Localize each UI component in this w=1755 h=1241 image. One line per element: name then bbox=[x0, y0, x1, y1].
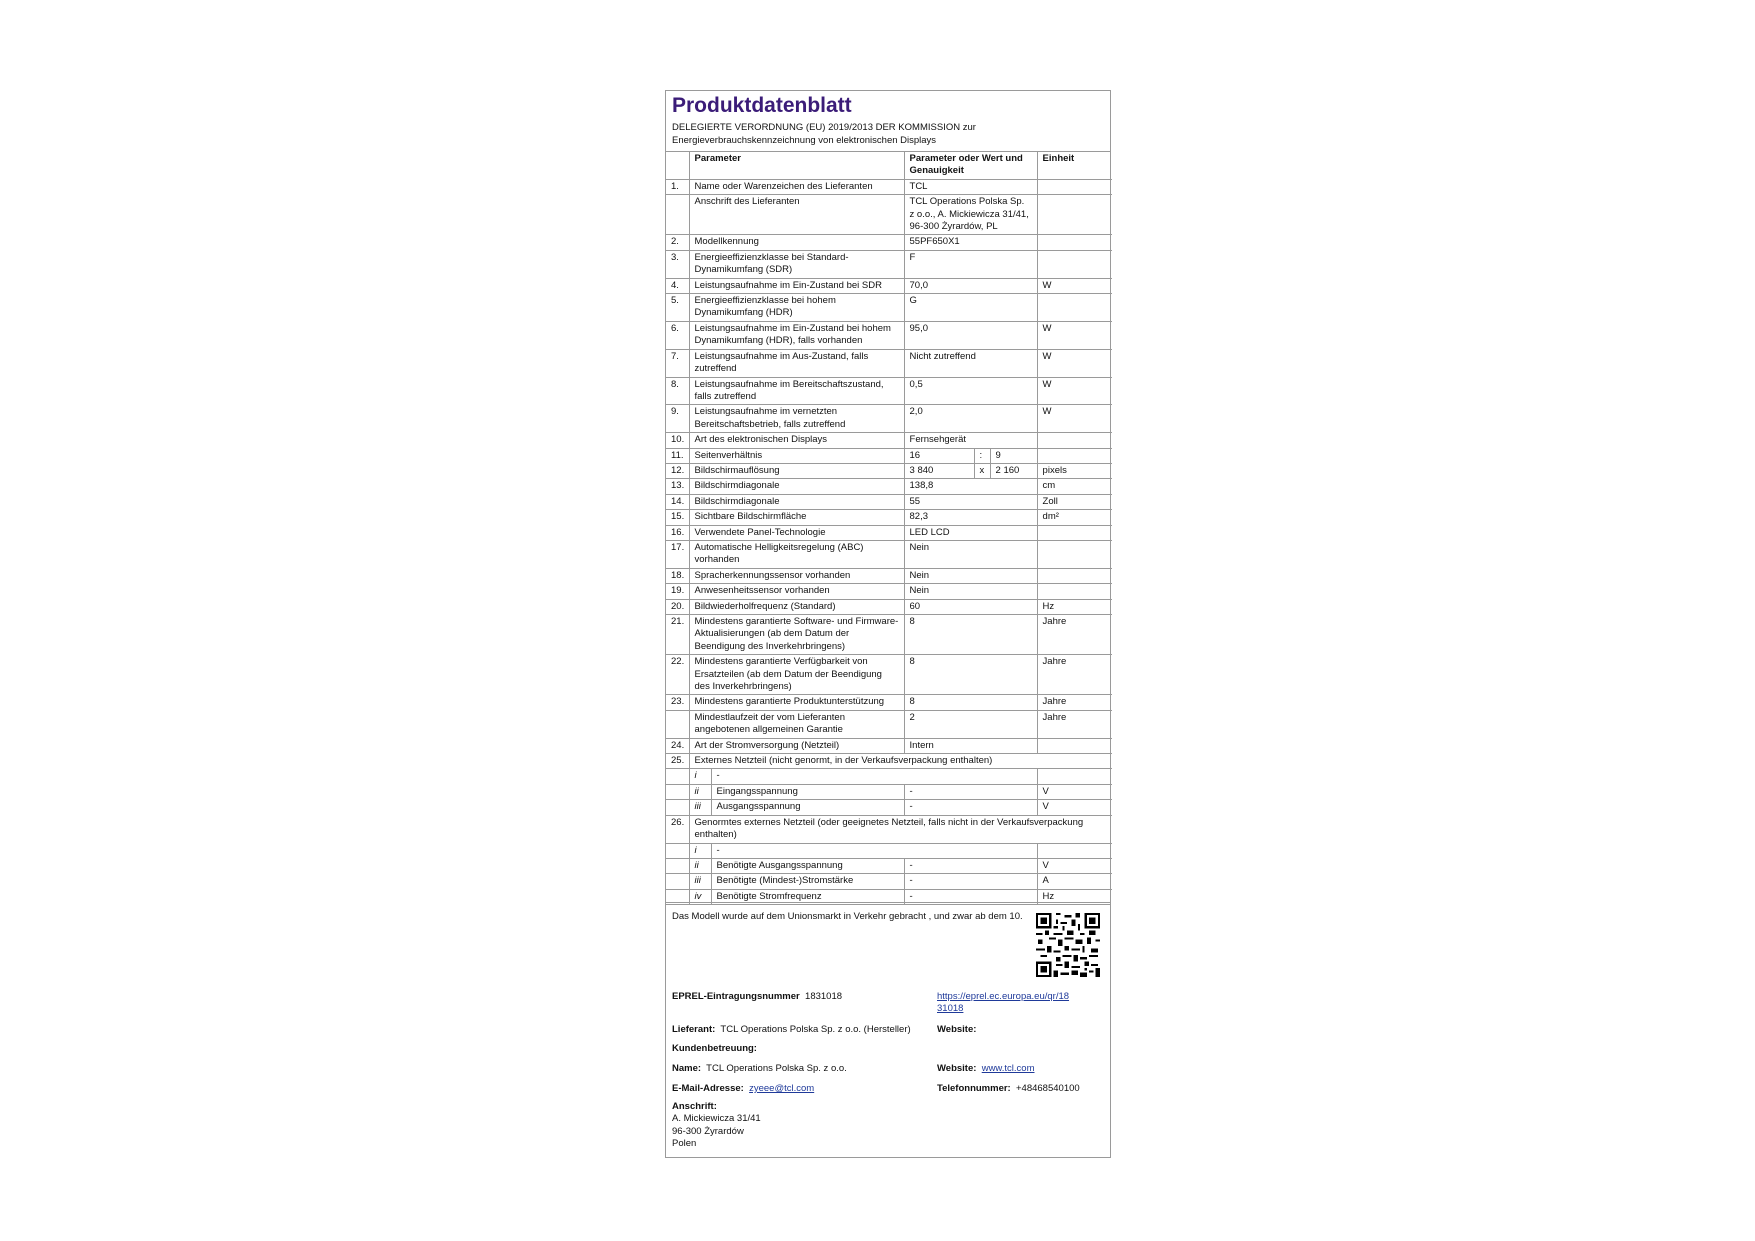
table-row bbox=[666, 294, 1112, 322]
table-row bbox=[666, 433, 1112, 448]
row-parameter: Energieeffizienzklasse bei Standard-Dynamikumfang (SDR) bbox=[689, 250, 904, 278]
subrow-index: iii bbox=[689, 800, 711, 815]
contact-name-label: Name: bbox=[672, 1063, 702, 1074]
row-number: 5. bbox=[666, 294, 689, 322]
contact-name-value: TCL Operations Polska Sp. z o.o. bbox=[706, 1063, 847, 1074]
row-parameter: Verwendete Panel-Technologie bbox=[689, 525, 904, 540]
table-row bbox=[666, 615, 1112, 655]
row-number bbox=[666, 769, 689, 784]
address-line-3: Polen bbox=[672, 1138, 697, 1150]
table-row bbox=[666, 540, 1112, 568]
row-number bbox=[666, 874, 689, 889]
subrow-parameter: Eingangsspannung bbox=[711, 784, 904, 799]
sheet-header bbox=[666, 91, 1110, 152]
row-parameter: Modellkennung bbox=[689, 235, 904, 250]
row-number bbox=[666, 858, 689, 873]
row-number: 25. bbox=[666, 754, 689, 769]
row-number: 10. bbox=[666, 433, 689, 448]
customer-service-heading bbox=[672, 1043, 757, 1055]
regulation-line-2: Energieverbrauchskennzeichnung von elektronischen Displays bbox=[672, 135, 937, 146]
row-unit: Jahre bbox=[1037, 655, 1112, 695]
aspect-width: 16 bbox=[904, 448, 974, 463]
row-number: 4. bbox=[666, 278, 689, 293]
row-parameter: Bildwiederholfrequenz (Standard) bbox=[689, 599, 904, 614]
row-number: 12. bbox=[666, 463, 689, 478]
row-value: 2,0 bbox=[904, 405, 1037, 433]
row-unit: A bbox=[1037, 874, 1112, 889]
row-number: 1. bbox=[666, 179, 689, 194]
supplier-info-box bbox=[665, 902, 1111, 1158]
row-value: Nein bbox=[904, 584, 1037, 599]
row-unit bbox=[1037, 195, 1112, 235]
row-unit: Jahre bbox=[1037, 710, 1112, 738]
table-row bbox=[666, 655, 1112, 695]
row-value: Intern bbox=[904, 738, 1037, 753]
table-row bbox=[666, 494, 1112, 509]
table-row bbox=[666, 599, 1112, 614]
subrow-value: - bbox=[904, 858, 1037, 873]
eprel-number: 1831018 bbox=[805, 991, 843, 1002]
row-value: LED LCD bbox=[904, 525, 1037, 540]
row-unit bbox=[1037, 250, 1112, 278]
row-unit: W bbox=[1037, 377, 1112, 405]
row-unit bbox=[1037, 179, 1112, 194]
row-unit: pixels bbox=[1037, 463, 1112, 478]
row-parameter: Bildschirmdiagonale bbox=[689, 494, 904, 509]
row-number: 15. bbox=[666, 510, 689, 525]
table-row bbox=[666, 568, 1112, 583]
row-parameter: Mindestens garantierte Verfügbarkeit von Ersatzteilen (ab dem Datum der Beendigung des Inverkehrbringens) bbox=[689, 655, 904, 695]
table-row bbox=[666, 349, 1112, 377]
row-number: 21. bbox=[666, 615, 689, 655]
row-value: G bbox=[904, 294, 1037, 322]
row-parameter: Externes Netzteil (nicht genormt, in der Verkaufsverpackung enthalten) bbox=[689, 754, 1112, 769]
row-value: 55PF650X1 bbox=[904, 235, 1037, 250]
subrow-value: - bbox=[904, 889, 1037, 904]
row-value: 138,8 bbox=[904, 479, 1037, 494]
address-line-2: 96-300 Żyrardów bbox=[672, 1125, 744, 1137]
row-unit: V bbox=[1037, 800, 1112, 815]
row-number: 7. bbox=[666, 349, 689, 377]
subrow-index: ii bbox=[689, 784, 711, 799]
row-value: F bbox=[904, 250, 1037, 278]
phone-row bbox=[937, 1083, 1080, 1095]
row-unit bbox=[1037, 568, 1112, 583]
table-subrow bbox=[666, 769, 1112, 784]
row-unit bbox=[1037, 235, 1112, 250]
page-title: Produktdatenblatt bbox=[672, 94, 852, 117]
subrow-parameter: Benötigte Stromfrequenz bbox=[711, 889, 904, 904]
row-unit bbox=[1037, 433, 1112, 448]
row-number: 17. bbox=[666, 540, 689, 568]
row-unit: Hz bbox=[1037, 599, 1112, 614]
table-subrow bbox=[666, 858, 1112, 873]
supplier-row bbox=[672, 1024, 911, 1036]
col-header-parameter: Parameter bbox=[689, 152, 904, 179]
resolution-height: 2 160 bbox=[990, 463, 1037, 478]
subrow-index: i bbox=[689, 769, 711, 784]
row-parameter: Bildschirmauflösung bbox=[689, 463, 904, 478]
table-subrow bbox=[666, 800, 1112, 815]
eprel-link-line-2[interactable]: 31018 bbox=[937, 1003, 964, 1015]
row-unit bbox=[1037, 769, 1112, 784]
row-parameter: Bildschirmdiagonale bbox=[689, 479, 904, 494]
table-row bbox=[666, 710, 1112, 738]
row-unit: Zoll bbox=[1037, 494, 1112, 509]
row-unit bbox=[1037, 448, 1112, 463]
row-unit: W bbox=[1037, 321, 1112, 349]
address-line-1: A. Mickiewicza 31/41 bbox=[672, 1113, 761, 1125]
col-header-unit: Einheit bbox=[1037, 152, 1112, 179]
row-parameter: Art der Stromversorgung (Netzteil) bbox=[689, 738, 904, 753]
eprel-link-line-1[interactable]: https://eprel.ec.europa.eu/qr/18 bbox=[937, 991, 1070, 1002]
supplier-label: Lieferant: bbox=[672, 1024, 716, 1035]
row-value: 60 bbox=[904, 599, 1037, 614]
row-parameter: Mindestens garantierte Produktunterstützung bbox=[689, 695, 904, 710]
row-unit bbox=[1037, 738, 1112, 753]
supplier-website-label: Website: bbox=[937, 1024, 977, 1035]
row-number bbox=[666, 195, 689, 235]
row-parameter: Leistungsaufnahme im Ein-Zustand bei hohem Dynamikumfang (HDR), falls vorhanden bbox=[689, 321, 904, 349]
table-row bbox=[666, 738, 1112, 753]
table-row bbox=[666, 405, 1112, 433]
table-row bbox=[666, 695, 1112, 710]
row-unit: W bbox=[1037, 349, 1112, 377]
row-unit bbox=[1037, 294, 1112, 322]
qr-code-icon bbox=[1036, 913, 1100, 977]
row-number: 20. bbox=[666, 599, 689, 614]
supplier-website-row bbox=[937, 1024, 976, 1036]
aspect-separator: : bbox=[974, 448, 990, 463]
row-number: 6. bbox=[666, 321, 689, 349]
product-data-sheet bbox=[665, 90, 1111, 905]
row-value: TCL bbox=[904, 179, 1037, 194]
row-value: Nein bbox=[904, 568, 1037, 583]
row-unit bbox=[1037, 525, 1112, 540]
subrow-parameter: - bbox=[711, 843, 1037, 858]
table-row bbox=[666, 195, 1112, 235]
subrow-parameter: Ausgangsspannung bbox=[711, 800, 904, 815]
row-value: 8 bbox=[904, 695, 1037, 710]
row-value: Fernsehgerät bbox=[904, 433, 1037, 448]
table-row bbox=[666, 179, 1112, 194]
row-parameter: Spracherkennungssensor vorhanden bbox=[689, 568, 904, 583]
parameter-table bbox=[666, 152, 1112, 904]
address-block bbox=[672, 1101, 761, 1151]
address-label: Anschrift: bbox=[672, 1101, 717, 1112]
row-number: 26. bbox=[666, 815, 689, 843]
row-parameter: Name oder Warenzeichen des Lieferanten bbox=[689, 179, 904, 194]
table-subrow bbox=[666, 874, 1112, 889]
subrow-parameter: Benötigte (Mindest-)Stromstärke bbox=[711, 874, 904, 889]
phone-label: Telefonnummer: bbox=[937, 1083, 1011, 1094]
row-number: 19. bbox=[666, 584, 689, 599]
row-parameter: Genormtes externes Netzteil (oder geeignetes Netzteil, falls nicht in der Verkaufsverpackung enthalten) bbox=[689, 815, 1112, 843]
row-number bbox=[666, 710, 689, 738]
row-parameter: Leistungsaufnahme im Bereitschaftszustand, falls zutreffend bbox=[689, 377, 904, 405]
row-value: 8 bbox=[904, 615, 1037, 655]
table-row bbox=[666, 235, 1112, 250]
subrow-parameter: - bbox=[711, 769, 1037, 784]
resolution-width: 3 840 bbox=[904, 463, 974, 478]
phone-value: +48468540100 bbox=[1016, 1083, 1080, 1094]
aspect-height: 9 bbox=[990, 448, 1037, 463]
table-row bbox=[666, 815, 1112, 843]
row-value: Nein bbox=[904, 540, 1037, 568]
row-parameter: Sichtbare Bildschirmfläche bbox=[689, 510, 904, 525]
row-unit: Jahre bbox=[1037, 615, 1112, 655]
row-unit: Jahre bbox=[1037, 695, 1112, 710]
row-unit: V bbox=[1037, 858, 1112, 873]
row-value: TCL Operations Polska Sp. z o.o., A. Mickiewicza 31/41, 96-300 Żyrardów, PL bbox=[904, 195, 1037, 235]
table-row bbox=[666, 463, 1112, 478]
row-number bbox=[666, 800, 689, 815]
row-number: 9. bbox=[666, 405, 689, 433]
table-row bbox=[666, 377, 1112, 405]
row-number: 16. bbox=[666, 525, 689, 540]
supplier-value: TCL Operations Polska Sp. z o.o. (Hersteller) bbox=[720, 1024, 911, 1035]
table-row bbox=[666, 479, 1112, 494]
row-number: 3. bbox=[666, 250, 689, 278]
subrow-index: iv bbox=[689, 889, 711, 904]
eprel-link[interactable] bbox=[937, 991, 1069, 1016]
row-unit bbox=[1037, 540, 1112, 568]
table-row bbox=[666, 754, 1112, 769]
row-parameter: Anwesenheitssensor vorhanden bbox=[689, 584, 904, 599]
customer-service-label: Kundenbetreuung: bbox=[672, 1043, 757, 1054]
row-number: 13. bbox=[666, 479, 689, 494]
row-unit: dm² bbox=[1037, 510, 1112, 525]
row-parameter: Seitenverhältnis bbox=[689, 448, 904, 463]
email-link[interactable]: zyeee@tcl.com bbox=[749, 1083, 815, 1094]
email-label: E-Mail-Adresse: bbox=[672, 1083, 744, 1094]
contact-website-link[interactable]: www.tcl.com bbox=[981, 1063, 1035, 1074]
resolution-separator: x bbox=[974, 463, 990, 478]
table-row bbox=[666, 278, 1112, 293]
email-row bbox=[672, 1083, 814, 1095]
row-parameter: Energieeffizienzklasse bei hohem Dynamikumfang (HDR) bbox=[689, 294, 904, 322]
table-row bbox=[666, 510, 1112, 525]
table-row bbox=[666, 250, 1112, 278]
row-unit bbox=[1037, 843, 1112, 858]
row-value: 82,3 bbox=[904, 510, 1037, 525]
subrow-index: iii bbox=[689, 874, 711, 889]
row-value: 70,0 bbox=[904, 278, 1037, 293]
table-row bbox=[666, 525, 1112, 540]
row-unit: W bbox=[1037, 405, 1112, 433]
table-header-row bbox=[666, 152, 1112, 179]
row-unit bbox=[1037, 584, 1112, 599]
col-header-no bbox=[666, 152, 689, 179]
row-number: 11. bbox=[666, 448, 689, 463]
table-row bbox=[666, 448, 1112, 463]
row-parameter: Art des elektronischen Displays bbox=[689, 433, 904, 448]
market-placement-text: Das Modell wurde auf dem Unionsmarkt in Verkehr gebracht , und zwar ab dem 10. bbox=[672, 911, 1023, 922]
row-parameter: Mindestlaufzeit der vom Lieferanten angebotenen allgemeinen Garantie bbox=[689, 710, 904, 738]
row-number: 23. bbox=[666, 695, 689, 710]
row-number: 22. bbox=[666, 655, 689, 695]
row-unit: Hz bbox=[1037, 889, 1112, 904]
row-value: 8 bbox=[904, 655, 1037, 695]
eprel-label: EPREL-Eintragungsnummer bbox=[672, 991, 800, 1002]
subrow-value: - bbox=[904, 874, 1037, 889]
row-number: 8. bbox=[666, 377, 689, 405]
contact-website-label: Website: bbox=[937, 1063, 977, 1074]
row-unit: V bbox=[1037, 784, 1112, 799]
row-value: 2 bbox=[904, 710, 1037, 738]
subrow-value: - bbox=[904, 784, 1037, 799]
row-value: 55 bbox=[904, 494, 1037, 509]
table-subrow bbox=[666, 843, 1112, 858]
row-number: 24. bbox=[666, 738, 689, 753]
row-number: 14. bbox=[666, 494, 689, 509]
regulation-line-1: DELEGIERTE VERORDNUNG (EU) 2019/2013 DER KOMMISSION zur bbox=[672, 122, 976, 133]
table-subrow bbox=[666, 784, 1112, 799]
row-value: Nicht zutreffend bbox=[904, 349, 1037, 377]
contact-website-row bbox=[937, 1063, 1035, 1075]
subrow-index: i bbox=[689, 843, 711, 858]
subrow-index: ii bbox=[689, 858, 711, 873]
row-parameter: Leistungsaufnahme im Aus-Zustand, falls zutreffend bbox=[689, 349, 904, 377]
row-parameter: Leistungsaufnahme im Ein-Zustand bei SDR bbox=[689, 278, 904, 293]
subrow-value: - bbox=[904, 800, 1037, 815]
row-value: 95,0 bbox=[904, 321, 1037, 349]
row-parameter: Automatische Helligkeitsregelung (ABC) vorhanden bbox=[689, 540, 904, 568]
row-number bbox=[666, 784, 689, 799]
row-unit: cm bbox=[1037, 479, 1112, 494]
row-unit: W bbox=[1037, 278, 1112, 293]
table-row bbox=[666, 321, 1112, 349]
row-number bbox=[666, 843, 689, 858]
eprel-registration bbox=[672, 991, 842, 1003]
row-number: 2. bbox=[666, 235, 689, 250]
row-value: 0,5 bbox=[904, 377, 1037, 405]
table-row bbox=[666, 584, 1112, 599]
row-parameter: Leistungsaufnahme im vernetzten Bereitschaftsbetrieb, falls zutreffend bbox=[689, 405, 904, 433]
row-parameter: Anschrift des Lieferanten bbox=[689, 195, 904, 235]
contact-name-row bbox=[672, 1063, 847, 1075]
subrow-parameter: Benötigte Ausgangsspannung bbox=[711, 858, 904, 873]
col-header-value: Parameter oder Wert und Genauigkeit bbox=[904, 152, 1037, 179]
row-parameter: Mindestens garantierte Software- und Firmware-Aktualisierungen (ab dem Datum der Beendigung des Inverkehrbringens) bbox=[689, 615, 904, 655]
row-number: 18. bbox=[666, 568, 689, 583]
